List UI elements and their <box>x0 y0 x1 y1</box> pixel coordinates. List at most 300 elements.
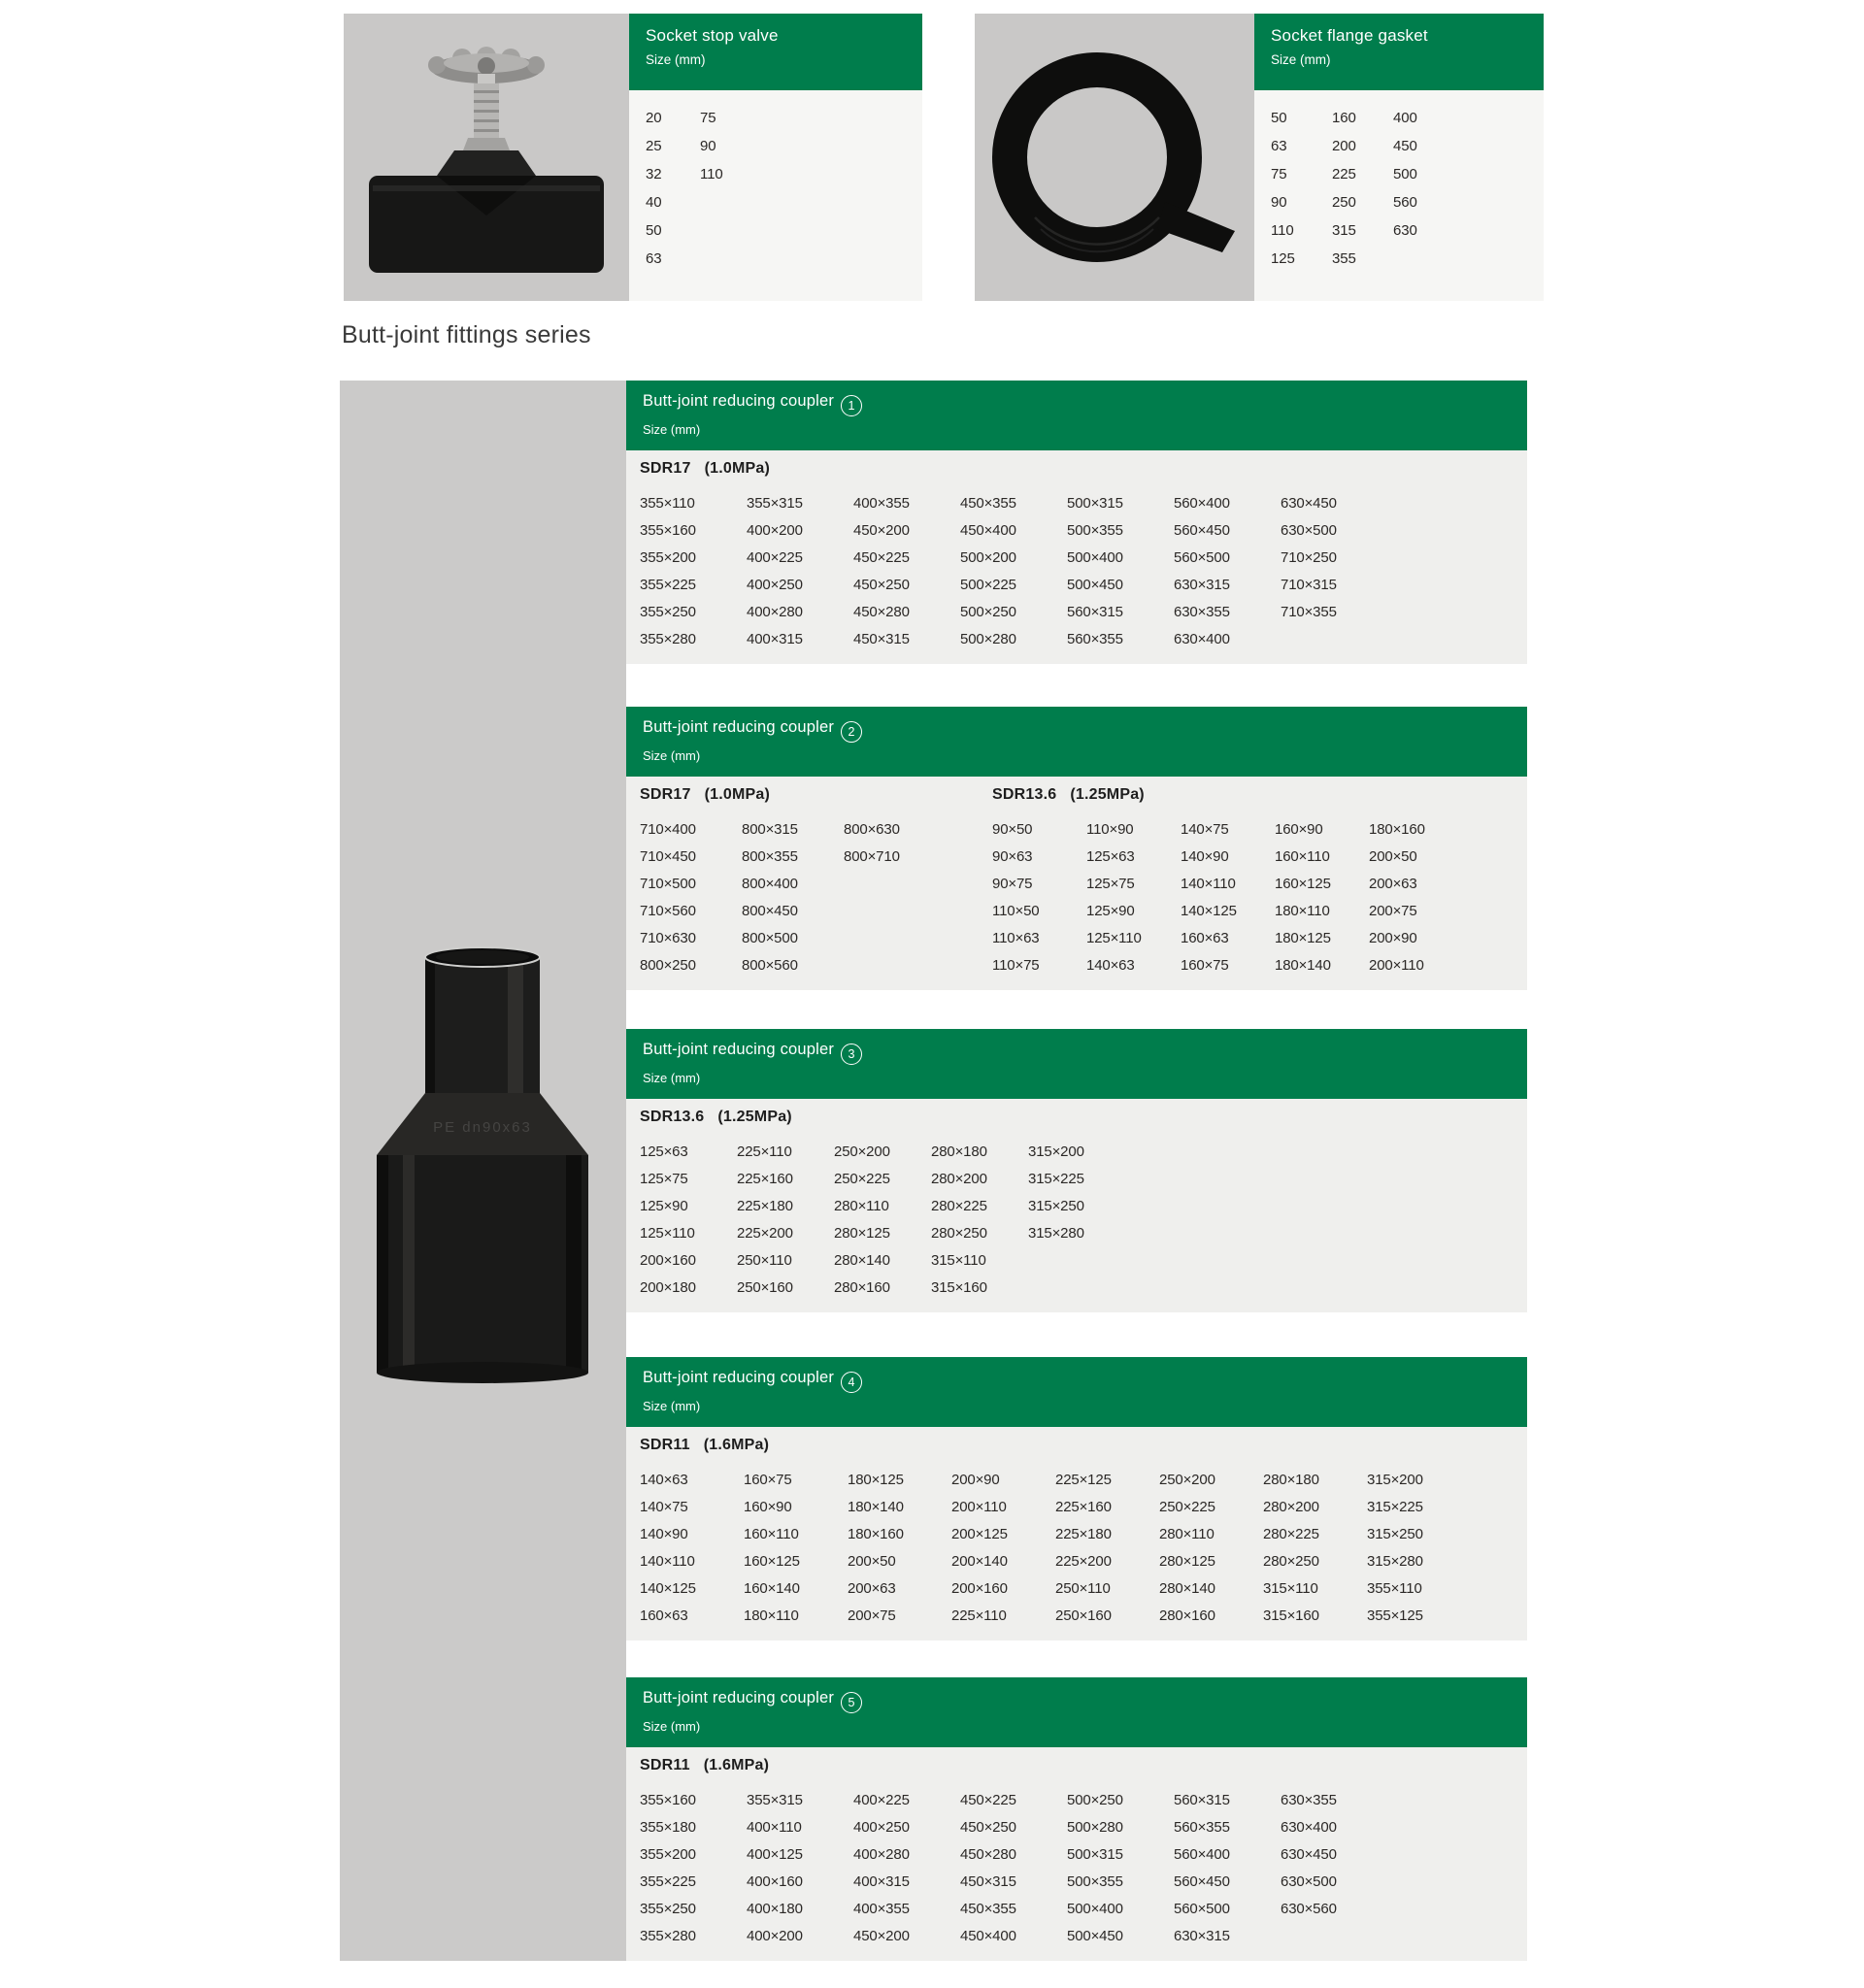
spec-line <box>992 786 1463 816</box>
size-row <box>640 816 946 844</box>
size-cell: 500×250 <box>1067 1792 1123 1808</box>
size-column <box>1332 104 1393 273</box>
table-size-label: Size (mm) <box>643 1719 701 1735</box>
size-cell: 400×225 <box>747 549 803 566</box>
size-cell: 400×225 <box>853 1792 910 1808</box>
table-title <box>643 707 1527 743</box>
size-row <box>640 1923 1387 1950</box>
size-cell: 280×125 <box>834 1225 890 1242</box>
size-cell: 500×450 <box>1067 1928 1123 1944</box>
spec-pressure: (1.25MPa) <box>1070 786 1145 803</box>
size-cell: 75 <box>1271 166 1287 182</box>
size-row <box>640 599 1387 626</box>
size-cell: 400×125 <box>747 1846 803 1863</box>
size-cell: 140×63 <box>1086 957 1135 974</box>
size-cell: 280×140 <box>834 1252 890 1269</box>
size-cell: 200×75 <box>848 1607 896 1624</box>
size-cell: 355×250 <box>640 1901 696 1917</box>
size-cell: 20 <box>646 110 662 126</box>
size-cell: 280×125 <box>1159 1553 1215 1570</box>
table-title-text: Butt-joint reducing coupler <box>643 1689 835 1706</box>
size-cell: 630 <box>1393 222 1417 239</box>
size-cell: 355×160 <box>640 522 696 539</box>
spec-pressure: (1.6MPa) <box>703 1757 770 1773</box>
reducing-coupler-photo <box>340 381 626 1961</box>
spec-block <box>640 1109 1125 1302</box>
size-cell: 450×225 <box>960 1792 1016 1808</box>
size-cell: 200×90 <box>951 1472 1000 1488</box>
size-cell: 225×110 <box>737 1143 792 1160</box>
size-cell: 315×250 <box>1367 1526 1423 1542</box>
size-cell: 315×200 <box>1028 1143 1084 1160</box>
size-row <box>992 898 1463 925</box>
spec-pressure: (1.0MPa) <box>704 786 770 803</box>
spec-name: SDR13.6 <box>992 786 1057 803</box>
spec-block <box>640 1437 1471 1630</box>
size-cell: 140×63 <box>640 1472 688 1488</box>
spec-line <box>640 1437 1471 1467</box>
size-cell: 630×315 <box>1174 577 1230 593</box>
size-cell: 280×250 <box>931 1225 987 1242</box>
size-cell: 500×225 <box>960 577 1016 593</box>
card-size-label: Size (mm) <box>1271 52 1331 67</box>
size-cell: 500×400 <box>1067 1901 1123 1917</box>
size-cell: 500×315 <box>1067 495 1123 512</box>
size-cell: 800×500 <box>742 930 798 946</box>
size-cell: 710×315 <box>1281 577 1337 593</box>
flange-gasket-illustration <box>975 14 1254 301</box>
size-cell: 400×250 <box>747 577 803 593</box>
size-cell: 450×250 <box>960 1819 1016 1836</box>
size-cell: 200×90 <box>1369 930 1417 946</box>
size-cell: 630×450 <box>1281 1846 1337 1863</box>
size-cell: 355×280 <box>640 1928 696 1944</box>
size-cell: 125 <box>1271 250 1295 267</box>
size-cell: 355×160 <box>640 1792 696 1808</box>
size-grid <box>640 816 946 979</box>
size-row <box>640 626 1387 653</box>
size-row <box>640 517 1387 545</box>
spec-block <box>640 460 1387 653</box>
size-cell: 355×315 <box>747 495 803 512</box>
size-cell: 450 <box>1393 138 1417 154</box>
size-cell: 160 <box>1332 110 1356 126</box>
size-cell: 355×280 <box>640 631 696 647</box>
table-butt-joint-reducing-coupler-4 <box>626 1357 1527 1640</box>
size-cell: 160×110 <box>1275 848 1330 865</box>
size-cell: 63 <box>646 250 662 267</box>
size-row <box>992 925 1463 952</box>
size-cell: 800×400 <box>742 876 798 892</box>
size-cell: 280×110 <box>834 1198 889 1214</box>
size-cell: 160×90 <box>1275 821 1323 838</box>
size-cell: 800×315 <box>742 821 798 838</box>
size-cell: 800×250 <box>640 957 696 974</box>
size-cell: 560×355 <box>1067 631 1123 647</box>
size-cell: 225×125 <box>1055 1472 1112 1488</box>
size-cell: 125×75 <box>1086 876 1135 892</box>
size-cell: 180×125 <box>1275 930 1331 946</box>
size-cell: 90×50 <box>992 821 1033 838</box>
size-cell: 315×110 <box>1263 1580 1318 1597</box>
size-cell: 630×450 <box>1281 495 1337 512</box>
size-cell: 500×400 <box>1067 549 1123 566</box>
stop-valve-sizes <box>629 90 922 273</box>
size-cell: 160×63 <box>640 1607 688 1624</box>
size-cell: 160×110 <box>744 1526 799 1542</box>
size-cell: 140×110 <box>1181 876 1236 892</box>
size-cell: 400×250 <box>853 1819 910 1836</box>
size-row <box>640 1494 1471 1521</box>
flange-gasket-table-header <box>1254 14 1544 90</box>
size-cell: 200×63 <box>1369 876 1417 892</box>
size-cell: 250×110 <box>737 1252 792 1269</box>
table-body <box>626 1099 1527 1312</box>
size-cell: 140×90 <box>640 1526 688 1542</box>
spec-block <box>640 786 946 979</box>
size-row <box>640 844 946 871</box>
spec-line <box>640 1109 1125 1139</box>
size-cell: 200×180 <box>640 1279 696 1296</box>
size-cell: 400×355 <box>853 495 910 512</box>
size-cell: 560×400 <box>1174 1846 1230 1863</box>
flange-gasket-sizes <box>1254 90 1544 273</box>
size-cell: 225×110 <box>951 1607 1007 1624</box>
size-cell: 450×355 <box>960 495 1016 512</box>
size-cell: 160×140 <box>744 1580 800 1597</box>
size-cell: 560×315 <box>1067 604 1123 620</box>
size-cell: 800×355 <box>742 848 798 865</box>
size-cell: 400×315 <box>853 1873 910 1890</box>
size-cell: 355×200 <box>640 1846 696 1863</box>
table-title <box>643 1677 1527 1713</box>
size-row <box>640 1575 1471 1603</box>
size-cell: 710×355 <box>1281 604 1337 620</box>
size-grid <box>640 490 1387 653</box>
size-cell: 160×90 <box>744 1499 792 1515</box>
table-size-label: Size (mm) <box>643 1399 701 1414</box>
size-cell: 355 <box>1332 250 1356 267</box>
size-cell: 125×110 <box>640 1225 695 1242</box>
table-header <box>626 1029 1527 1099</box>
size-cell: 63 <box>1271 138 1287 154</box>
size-cell: 315 <box>1332 222 1356 239</box>
size-cell: 710×560 <box>640 903 696 919</box>
size-cell: 400×200 <box>747 1928 803 1944</box>
size-cell: 500×450 <box>1067 577 1123 593</box>
size-cell: 250×160 <box>737 1279 793 1296</box>
flange-gasket-size-table <box>1254 14 1544 301</box>
size-cell: 110×75 <box>992 957 1040 974</box>
size-cell: 450×400 <box>960 1928 1016 1944</box>
size-cell: 225 <box>1332 166 1356 182</box>
size-cell: 280×140 <box>1159 1580 1215 1597</box>
size-row <box>640 1521 1471 1548</box>
table-header <box>626 381 1527 450</box>
table-size-label: Size (mm) <box>643 422 701 438</box>
size-cell: 400×315 <box>747 631 803 647</box>
size-row <box>640 1841 1387 1869</box>
stop-valve-photo <box>344 14 629 301</box>
size-cell: 280×180 <box>931 1143 987 1160</box>
size-cell: 450×200 <box>853 522 910 539</box>
size-cell: 200×50 <box>848 1553 896 1570</box>
size-cell: 225×200 <box>1055 1553 1112 1570</box>
size-cell: 50 <box>1271 110 1287 126</box>
spec-line <box>640 460 1387 490</box>
size-cell: 200 <box>1332 138 1356 154</box>
size-cell: 800×450 <box>742 903 798 919</box>
size-cell: 500×280 <box>1067 1819 1123 1836</box>
spec-name: SDR17 <box>640 460 691 477</box>
table-title-text: Butt-joint reducing coupler <box>643 392 835 410</box>
size-cell: 450×315 <box>960 1873 1016 1890</box>
table-butt-joint-reducing-coupler-5 <box>626 1677 1527 1961</box>
table-header <box>626 707 1527 777</box>
size-cell: 90 <box>1271 194 1287 211</box>
table-title <box>643 1029 1527 1065</box>
coupler-embossed-label: PE dn90x63 <box>433 1119 532 1136</box>
size-row <box>640 1220 1125 1247</box>
size-cell: 140×75 <box>1181 821 1229 838</box>
size-row <box>640 1193 1125 1220</box>
size-cell: 630×315 <box>1174 1928 1230 1944</box>
size-cell: 560 <box>1393 194 1417 211</box>
size-cell: 355×200 <box>640 549 696 566</box>
size-cell: 200×140 <box>951 1553 1008 1570</box>
size-cell: 630×400 <box>1174 631 1230 647</box>
size-cell: 355×110 <box>640 495 695 512</box>
size-cell: 280×200 <box>931 1171 987 1187</box>
spec-name: SDR11 <box>640 1437 690 1453</box>
size-cell: 160×75 <box>744 1472 792 1488</box>
size-row <box>640 1869 1387 1896</box>
card-title: Socket flange gasket <box>1271 26 1428 45</box>
spec-pressure: (1.0MPa) <box>704 460 770 477</box>
size-cell: 250×225 <box>834 1171 890 1187</box>
size-cell: 140×110 <box>640 1553 695 1570</box>
size-cell: 500 <box>1393 166 1417 182</box>
size-row <box>640 490 1387 517</box>
size-cell: 355×180 <box>640 1819 696 1836</box>
size-row <box>640 1139 1125 1166</box>
table-size-label: Size (mm) <box>643 748 701 764</box>
size-grid <box>640 1787 1387 1950</box>
size-cell: 500×250 <box>960 604 1016 620</box>
size-cell: 160×63 <box>1181 930 1229 946</box>
spec-line <box>640 786 946 816</box>
size-cell: 90 <box>700 138 716 154</box>
size-cell: 280×160 <box>834 1279 890 1296</box>
size-cell: 225×180 <box>737 1198 793 1214</box>
table-header <box>626 1677 1527 1747</box>
size-cell: 800×630 <box>844 821 900 838</box>
size-cell: 250×200 <box>1159 1472 1215 1488</box>
size-cell: 355×250 <box>640 604 696 620</box>
table-title <box>643 381 1527 416</box>
size-cell: 450×225 <box>853 549 910 566</box>
flange-gasket-photo <box>975 14 1254 301</box>
reducing-coupler-illustration <box>366 922 599 1388</box>
size-cell: 315×200 <box>1367 1472 1423 1488</box>
circled-number-badge: 4 <box>841 1372 862 1393</box>
size-cell: 400×280 <box>853 1846 910 1863</box>
card-title: Socket stop valve <box>646 26 779 45</box>
size-cell: 160×125 <box>744 1553 800 1570</box>
size-cell: 140×90 <box>1181 848 1229 865</box>
size-cell: 400×280 <box>747 604 803 620</box>
table-butt-joint-reducing-coupler-3 <box>626 1029 1527 1312</box>
size-row <box>640 1814 1387 1841</box>
size-row <box>640 1467 1471 1494</box>
size-cell: 180×160 <box>848 1526 904 1542</box>
size-cell: 560×355 <box>1174 1819 1230 1836</box>
circled-number-badge: 1 <box>841 395 862 416</box>
size-cell: 450×315 <box>853 631 910 647</box>
size-cell: 355×125 <box>1367 1607 1423 1624</box>
size-cell: 225×200 <box>737 1225 793 1242</box>
size-cell: 125×63 <box>1086 848 1135 865</box>
size-grid <box>992 816 1463 979</box>
size-cell: 315×225 <box>1367 1499 1423 1515</box>
size-row <box>640 1548 1471 1575</box>
size-cell: 400 <box>1393 110 1417 126</box>
size-cell: 110×63 <box>992 930 1040 946</box>
spec-pressure: (1.6MPa) <box>703 1437 770 1453</box>
stop-valve-illustration <box>344 14 629 301</box>
size-row <box>640 1896 1387 1923</box>
table-body <box>626 1747 1527 1961</box>
table-title-text: Butt-joint reducing coupler <box>643 718 835 736</box>
size-cell: 180×160 <box>1369 821 1425 838</box>
size-cell: 125×110 <box>1086 930 1142 946</box>
size-cell: 710×450 <box>640 848 696 865</box>
size-cell: 630×500 <box>1281 522 1337 539</box>
size-cell: 180×140 <box>1275 957 1331 974</box>
size-cell: 200×63 <box>848 1580 896 1597</box>
size-cell: 710×500 <box>640 876 696 892</box>
size-cell: 200×125 <box>951 1526 1008 1542</box>
size-cell: 110 <box>700 166 723 182</box>
size-cell: 180×125 <box>848 1472 904 1488</box>
circled-number-badge: 2 <box>841 721 862 743</box>
table-body <box>626 1427 1527 1640</box>
size-cell: 160×75 <box>1181 957 1229 974</box>
circled-number-badge: 3 <box>841 1044 862 1065</box>
card-size-label: Size (mm) <box>646 52 706 67</box>
size-grid <box>640 1467 1471 1630</box>
size-cell: 280×180 <box>1263 1472 1319 1488</box>
size-cell: 450×400 <box>960 522 1016 539</box>
size-cell: 200×160 <box>951 1580 1008 1597</box>
size-cell: 500×315 <box>1067 1846 1123 1863</box>
size-cell: 800×560 <box>742 957 798 974</box>
size-cell: 315×225 <box>1028 1171 1084 1187</box>
size-cell: 250×160 <box>1055 1607 1112 1624</box>
size-cell: 225×160 <box>737 1171 793 1187</box>
size-column <box>646 104 700 273</box>
size-cell: 315×250 <box>1028 1198 1084 1214</box>
size-cell: 560×450 <box>1174 1873 1230 1890</box>
size-row <box>640 952 946 979</box>
size-cell: 315×280 <box>1367 1553 1423 1570</box>
size-cell: 110×50 <box>992 903 1040 919</box>
table-title <box>643 1357 1527 1393</box>
size-cell: 450×280 <box>853 604 910 620</box>
size-row <box>640 898 946 925</box>
size-cell: 180×140 <box>848 1499 904 1515</box>
size-cell: 280×225 <box>1263 1526 1319 1542</box>
size-cell: 40 <box>646 194 662 211</box>
size-cell: 250×110 <box>1055 1580 1111 1597</box>
table-butt-joint-reducing-coupler-1 <box>626 381 1527 664</box>
size-cell: 200×50 <box>1369 848 1417 865</box>
size-column <box>1393 104 1454 273</box>
size-cell: 355×225 <box>640 1873 696 1890</box>
size-cell: 140×125 <box>640 1580 696 1597</box>
spec-block <box>992 786 1463 979</box>
size-row <box>640 545 1387 572</box>
size-cell: 110 <box>1271 222 1294 239</box>
size-cell: 25 <box>646 138 662 154</box>
size-cell: 560×500 <box>1174 549 1230 566</box>
size-cell: 280×225 <box>931 1198 987 1214</box>
size-cell: 450×250 <box>853 577 910 593</box>
table-size-label: Size (mm) <box>643 1071 701 1086</box>
size-cell: 800×710 <box>844 848 900 865</box>
size-cell: 560×400 <box>1174 495 1230 512</box>
size-cell: 630×400 <box>1281 1819 1337 1836</box>
size-cell: 225×160 <box>1055 1499 1112 1515</box>
size-cell: 160×125 <box>1275 876 1331 892</box>
size-cell: 560×315 <box>1174 1792 1230 1808</box>
size-row <box>992 871 1463 898</box>
size-row <box>992 952 1463 979</box>
size-cell: 280×110 <box>1159 1526 1215 1542</box>
size-cell: 110×90 <box>1086 821 1134 838</box>
size-cell: 355×110 <box>1367 1580 1422 1597</box>
table-title-text: Butt-joint reducing coupler <box>643 1041 835 1058</box>
size-cell: 710×400 <box>640 821 696 838</box>
size-cell: 400×200 <box>747 522 803 539</box>
size-cell: 560×500 <box>1174 1901 1230 1917</box>
size-cell: 200×75 <box>1369 903 1417 919</box>
table-body <box>626 777 1527 990</box>
size-cell: 500×355 <box>1067 522 1123 539</box>
size-cell: 450×355 <box>960 1901 1016 1917</box>
size-row <box>640 871 946 898</box>
stop-valve-table-header <box>629 14 922 90</box>
size-cell: 125×75 <box>640 1171 688 1187</box>
size-cell: 200×110 <box>1369 957 1424 974</box>
stop-valve-size-table <box>629 14 922 301</box>
size-cell: 75 <box>700 110 716 126</box>
spec-block <box>640 1757 1387 1950</box>
table-title-text: Butt-joint reducing coupler <box>643 1369 835 1386</box>
size-cell: 200×160 <box>640 1252 696 1269</box>
size-cell: 710×250 <box>1281 549 1337 566</box>
size-cell: 50 <box>646 222 662 239</box>
size-cell: 630×500 <box>1281 1873 1337 1890</box>
size-row <box>640 925 946 952</box>
size-cell: 355×225 <box>640 577 696 593</box>
spec-name: SDR11 <box>640 1757 690 1773</box>
size-cell: 180×110 <box>744 1607 799 1624</box>
size-cell: 500×200 <box>960 549 1016 566</box>
section-heading: Butt-joint fittings series <box>342 321 591 348</box>
size-row <box>640 1275 1125 1302</box>
size-row <box>640 1603 1471 1630</box>
